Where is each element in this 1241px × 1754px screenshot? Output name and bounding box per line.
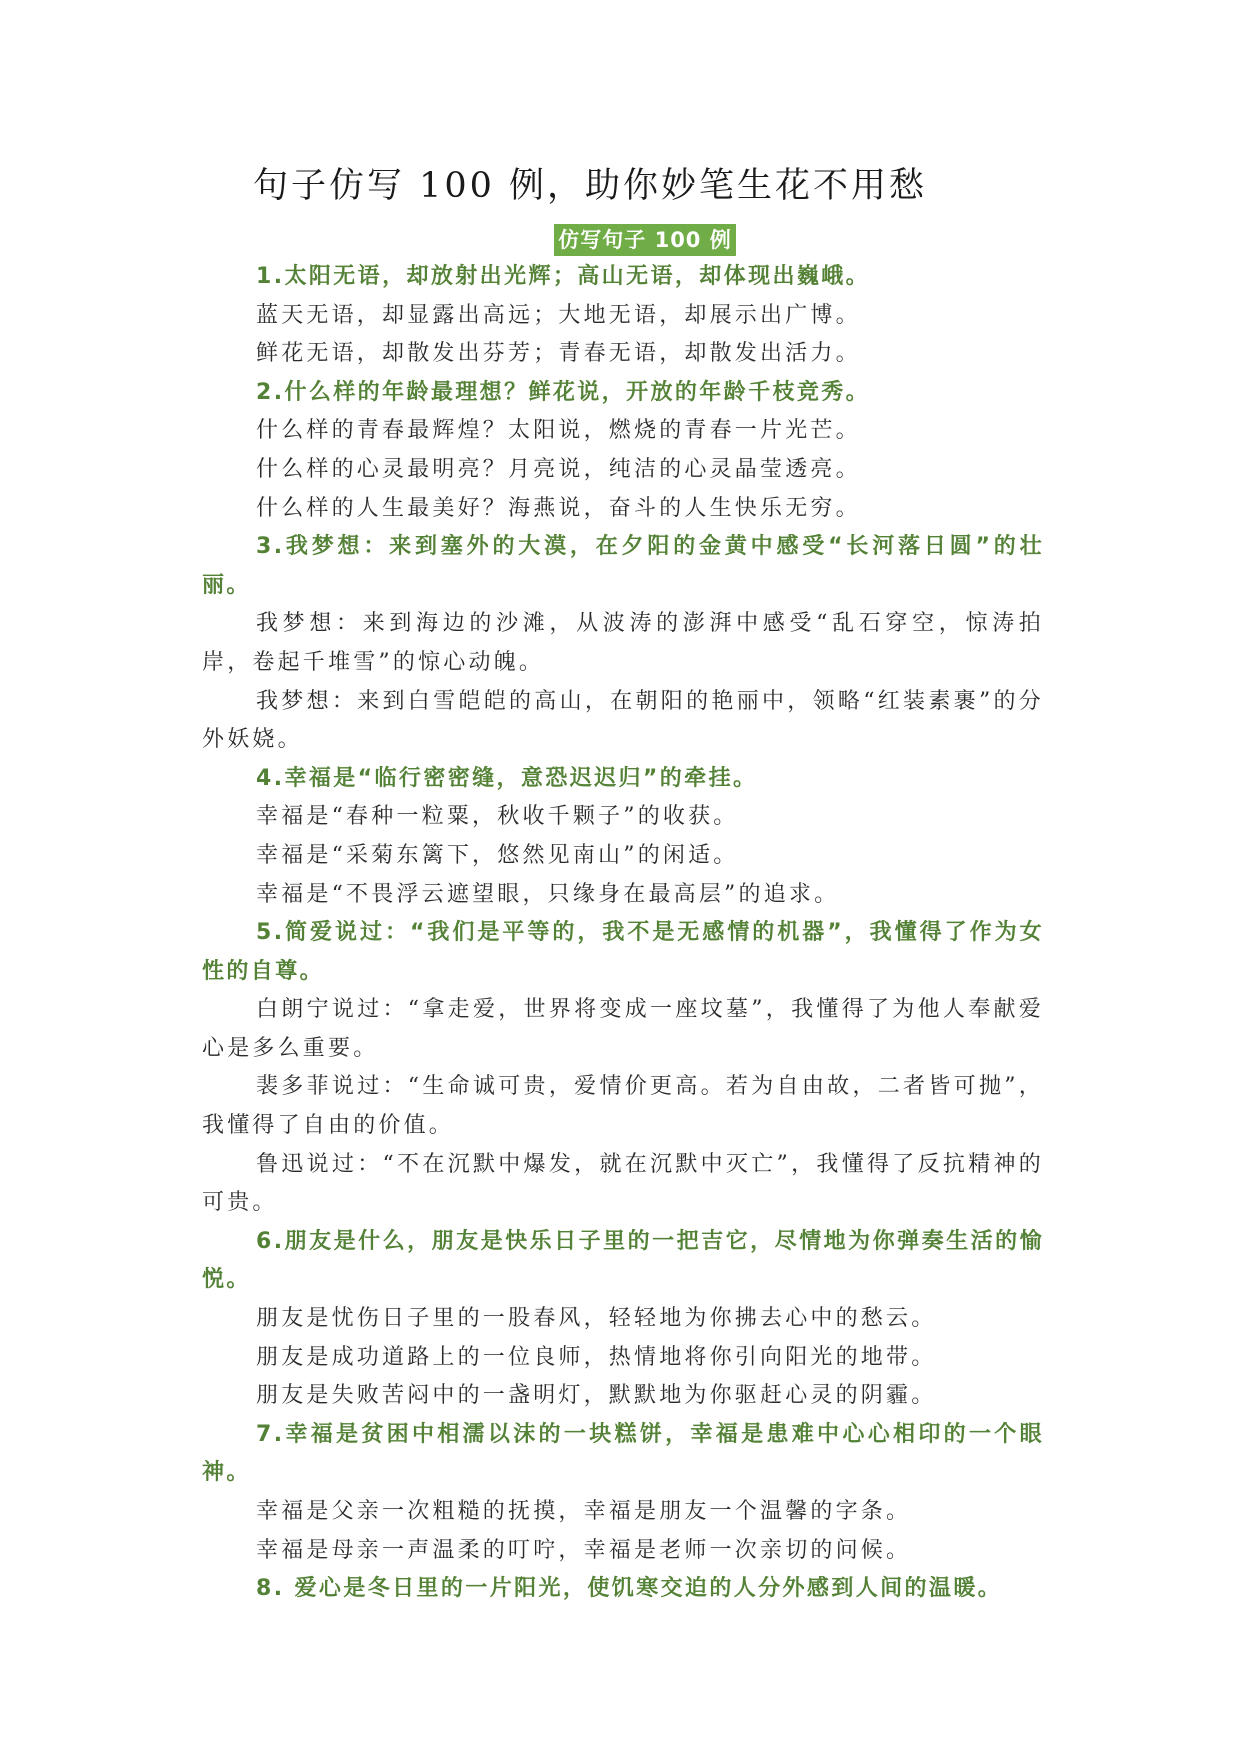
example-heading: 4.幸福是“临行密密缝，意恐迟迟归”的牵挂。	[256, 765, 758, 791]
example-sentence: 什么样的心灵最明亮？月亮说，纯洁的心灵晶莹透亮。	[256, 456, 861, 482]
example-sentence: 朋友是忧伤日子里的一股春风，轻轻地为你拂去心中的愁云。	[256, 1306, 937, 1332]
example-sentence: 幸福是父亲一次粗糙的抚摸，幸福是朋友一个温馨的字条。	[256, 1499, 912, 1524]
section-badge: 仿写句子 100 例	[554, 224, 735, 256]
example-sentence: 我梦想：来到海边的沙滩，从波涛的澎湃中感受“乱石穿空，惊涛拍岸，卷起千堆雪”的惊心动魄。	[202, 611, 1044, 675]
example-heading: 5.简爱说过：“我们是平等的，我不是无感情的机器”，我懂得了作为女性的自尊。	[202, 920, 1044, 984]
example-sentence: 什么样的人生最美好？海燕说，奋斗的人生快乐无穷。	[256, 495, 861, 521]
example-sentence: 幸福是“春种一粒粟，秋收千颗子”的收获。	[256, 804, 739, 830]
example-sentence: 幸福是“采菊东篱下，悠然见南山”的闲适。	[256, 842, 739, 868]
example-sentence: 白朗宁说过：“拿走爱，世界将变成一座坟墓”，我懂得了为他人奉献爱心是多么重要。	[202, 997, 1044, 1061]
example-sentence: 裴多菲说过：“生命诚可贵，爱情价更高。若为自由故，二者皆可抛”，我懂得了自由的价值。	[202, 1074, 1044, 1139]
example-heading: 7.幸福是贫困中相濡以沫的一块糕饼，幸福是患难中心心相印的一个眼神。	[202, 1421, 1044, 1486]
example-sentence: 幸福是“不畏浮云遮望眼，只缘身在最高层”的追求。	[256, 881, 840, 907]
example-sentence: 鲁迅说过：“不在沉默中爆发，就在沉默中灭亡”，我懂得了反抗精神的可贵。	[202, 1151, 1044, 1216]
document-body	[202, 258, 1044, 1609]
example-sentence: 朋友是成功道路上的一位良师，热情地将你引向阳光的地带。	[256, 1344, 937, 1370]
example-heading: 1.太阳无语，却放射出光辉；高山无语，却体现出巍峨。	[256, 264, 871, 289]
example-sentence: 朋友是失败苦闷中的一盏明灯，默默地为你驱赶心灵的阴霾。	[256, 1383, 937, 1409]
example-heading: 2.什么样的年龄最理想？鲜花说，开放的年龄千枝竞秀。	[256, 379, 871, 405]
example-sentence: 蓝天无语，却显露出高远；大地无语，却展示出广博。	[256, 302, 861, 328]
example-sentence: 我梦想：来到白雪皑皑的高山，在朝阳的艳丽中，领略“红装素裹”的分外妖娆。	[202, 688, 1044, 753]
example-heading: 6.朋友是什么，朋友是快乐日子里的一把吉它，尽情地为你弹奏生活的愉悦。	[202, 1228, 1044, 1293]
section-badge-row	[0, 224, 1241, 256]
example-sentence: 鲜花无语，却散发出芬芳；青春无语，却散发出活力。	[256, 341, 861, 367]
example-sentence: 什么样的青春最辉煌？太阳说，燃烧的青春一片光芒。	[256, 418, 861, 444]
example-heading: 8. 爱心是冬日里的一片阳光，使饥寒交迫的人分外感到人间的温暖。	[256, 1576, 1003, 1602]
document-title: 句子仿写 100 例，助你妙笔生花不用愁	[252, 166, 928, 206]
example-heading: 3.我梦想：来到塞外的大漠，在夕阳的金黄中感受“长河落日圆”的壮丽。	[202, 534, 1044, 598]
example-sentence: 幸福是母亲一声温柔的叮咛，幸福是老师一次亲切的问候。	[256, 1537, 912, 1563]
